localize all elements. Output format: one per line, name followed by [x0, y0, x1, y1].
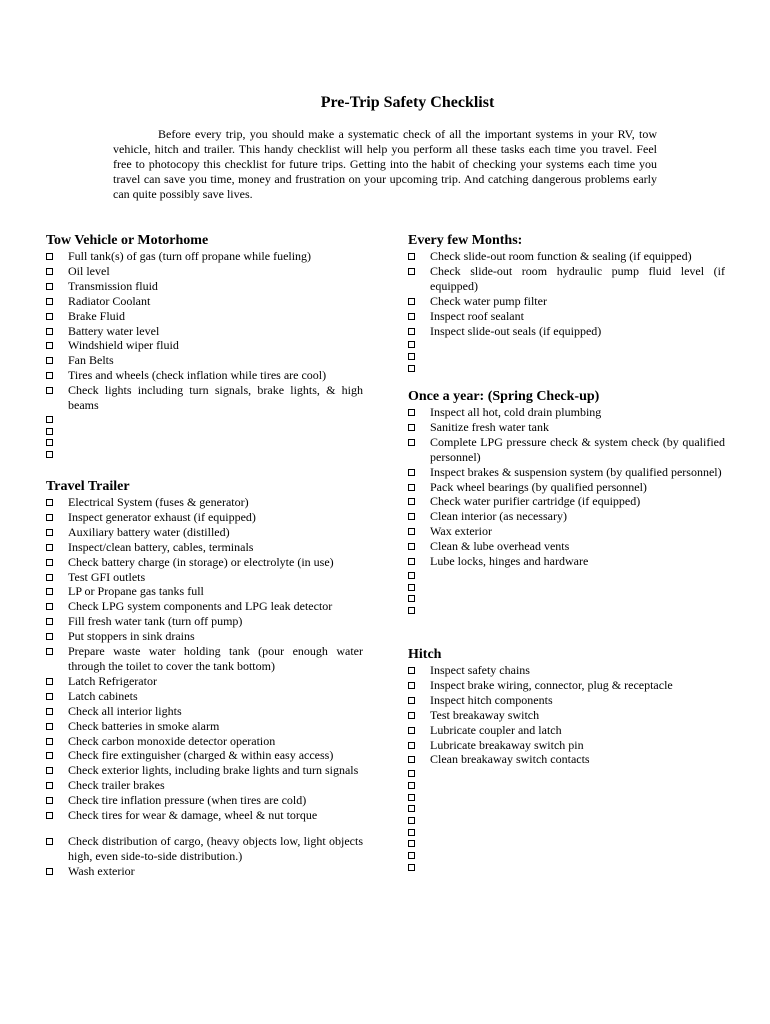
- checkbox-icon[interactable]: [408, 439, 415, 446]
- checklist-item-label: Fan Belts: [68, 353, 114, 368]
- checklist-item: [46, 368, 363, 383]
- checklist-item: [46, 834, 363, 864]
- checkbox-icon[interactable]: [408, 607, 415, 614]
- checklist-item: [46, 734, 363, 749]
- checklist-item-label: Check tire inflation pressure (when tires are cold): [68, 793, 307, 808]
- checklist-item: [46, 555, 363, 570]
- checklist-item: [408, 554, 725, 569]
- checkbox-icon[interactable]: [46, 342, 53, 349]
- checkbox-icon[interactable]: [408, 852, 415, 859]
- checklist-item: [46, 644, 363, 674]
- checklist-item-label: Wax exterior: [430, 524, 493, 539]
- checklist-item: [46, 763, 363, 778]
- blank-checklist-item: [46, 425, 363, 437]
- checklist-item: [408, 264, 725, 294]
- checklist-item-label: Check slide-out room hydraulic pump fluid level (if equipped): [430, 263, 725, 293]
- checkbox-icon[interactable]: [46, 283, 53, 290]
- checklist-item-label: Inspect safety chains: [430, 663, 530, 677]
- blank-checklist-item: [46, 413, 363, 425]
- travel-trailer-list: [46, 495, 363, 879]
- checklist-item-label: Auxiliary battery water (distilled): [68, 524, 230, 539]
- checkbox-icon[interactable]: [46, 428, 53, 435]
- checkbox-icon[interactable]: [408, 697, 415, 704]
- checklist-item: [408, 738, 725, 753]
- checkbox-icon[interactable]: [408, 682, 415, 689]
- checkbox-icon[interactable]: [46, 313, 53, 320]
- checkbox-icon[interactable]: [408, 829, 415, 836]
- blank-checklist-item: [408, 767, 725, 779]
- checkbox-icon[interactable]: [408, 864, 415, 871]
- checkbox-icon[interactable]: [408, 727, 415, 734]
- checklist-item: [408, 405, 725, 420]
- checklist-item-label: LP or Propane gas tanks full: [68, 584, 204, 599]
- checklist-item: [46, 540, 363, 555]
- checkbox-icon[interactable]: [46, 738, 53, 745]
- once-a-year-list: [408, 405, 725, 616]
- checklist-item: [46, 719, 363, 734]
- checklist-item: [46, 353, 363, 368]
- tow-vehicle-section: [46, 233, 363, 460]
- every-few-months-heading: Every few Months:: [408, 233, 523, 248]
- checklist-item-label: Inspect hitch components: [430, 692, 553, 707]
- checkbox-icon[interactable]: [46, 723, 53, 730]
- blank-checklist-item: [408, 802, 725, 814]
- blank-checklist-item: [408, 814, 725, 826]
- checklist-item-label: Fill fresh water tank (turn off pump): [68, 614, 243, 629]
- blank-checklist-item: [408, 338, 725, 350]
- checklist-item: [408, 693, 725, 708]
- checkbox-icon[interactable]: [408, 513, 415, 520]
- checklist-item: [46, 249, 363, 264]
- checklist-item: [408, 524, 725, 539]
- checklist-item-label: Inspect brake wiring, connector, plug & receptacle: [430, 677, 673, 692]
- checkbox-icon[interactable]: [408, 572, 415, 579]
- checklist-item-label: Oil level: [68, 263, 110, 278]
- blank-checklist-item: [408, 581, 725, 593]
- checklist-item-label: Windshield wiper fluid: [68, 338, 179, 353]
- checkbox-icon[interactable]: [408, 484, 415, 491]
- checkbox-icon[interactable]: [46, 451, 53, 458]
- checklist-item: [46, 570, 363, 585]
- blank-checklist-item: [408, 849, 725, 861]
- checkbox-icon[interactable]: [408, 365, 415, 372]
- every-few-months-section: [408, 233, 725, 374]
- checkbox-icon[interactable]: [46, 559, 53, 566]
- blank-checklist-item: [408, 604, 725, 616]
- once-a-year-heading: Once a year: (Spring Check-up): [408, 389, 600, 404]
- travel-trailer-section: [46, 479, 363, 879]
- checklist-item: [46, 704, 363, 719]
- checklist-item-label: Test GFI outlets: [68, 569, 146, 584]
- checklist-item: [408, 494, 725, 509]
- checkbox-icon[interactable]: [46, 439, 53, 446]
- checkbox-icon[interactable]: [408, 782, 415, 789]
- checkbox-icon[interactable]: [408, 268, 415, 275]
- checklist-item: [46, 689, 363, 704]
- checklist-item-label: Clean & lube overhead vents: [430, 539, 570, 554]
- checkbox-icon[interactable]: [46, 268, 53, 275]
- checklist-item: [46, 495, 363, 510]
- blank-checklist-item: [408, 861, 725, 873]
- checkbox-icon[interactable]: [46, 253, 53, 260]
- hitch-heading: Hitch: [408, 647, 442, 662]
- checklist-item-label: Latch Refrigerator: [68, 673, 157, 688]
- every-few-months-list: [408, 249, 725, 374]
- checkbox-icon[interactable]: [408, 353, 415, 360]
- checklist-item: [46, 383, 363, 413]
- checklist-item-label: Check battery charge (in storage) or electrolyte (in use): [68, 554, 334, 569]
- checklist-item: [46, 748, 363, 763]
- checkbox-icon[interactable]: [46, 387, 53, 394]
- checkbox-icon[interactable]: [408, 584, 415, 591]
- checkbox-icon[interactable]: [408, 313, 415, 320]
- checkbox-icon[interactable]: [46, 357, 53, 364]
- checklist-item-label: Electrical System (fuses & generator): [68, 495, 249, 509]
- blank-checklist-item: [408, 350, 725, 362]
- checklist-item-label: Clean interior (as necessary): [430, 509, 567, 524]
- checklist-item-label: Clean breakaway switch contacts: [430, 752, 590, 767]
- checklist-item-label: Transmission fluid: [68, 278, 158, 293]
- checklist-item-label: Tires and wheels (check inflation while tires are cool): [68, 368, 327, 383]
- checklist-item: [408, 420, 725, 435]
- checkbox-icon[interactable]: [46, 298, 53, 305]
- checklist-item: [408, 663, 725, 678]
- checklist-item: [408, 480, 725, 495]
- checklist-item: [46, 584, 363, 599]
- checklist-item-label: Check batteries in smoke alarm: [68, 718, 220, 733]
- checkbox-icon[interactable]: [46, 868, 53, 875]
- tow-vehicle-list: [46, 249, 363, 460]
- checklist-item-label: Inspect brakes & suspension system (by qualified personnel): [430, 464, 722, 479]
- checklist-item-label: Check trailer brakes: [68, 778, 165, 793]
- checklist-item-label: Battery water level: [68, 323, 160, 338]
- checkbox-icon[interactable]: [408, 794, 415, 801]
- checkbox-icon[interactable]: [46, 678, 53, 685]
- checklist-item: [46, 309, 363, 324]
- checklist-item: [46, 614, 363, 629]
- checkbox-icon[interactable]: [46, 693, 53, 700]
- checklist-item-label: Check distribution of cargo, (heavy objects low, light objects high, even side-to-side distribution.): [68, 833, 363, 863]
- hitch-list: [408, 663, 725, 873]
- checklist-item: [46, 264, 363, 279]
- checklist-item-label: Complete LPG pressure check & system check (by qualified personnel): [430, 434, 725, 464]
- checklist-item: [408, 309, 725, 324]
- blank-checklist-item: [408, 826, 725, 838]
- checkbox-icon[interactable]: [46, 499, 53, 506]
- checkbox-icon[interactable]: [408, 341, 415, 348]
- checklist-item: [408, 708, 725, 723]
- checkbox-icon[interactable]: [408, 756, 415, 763]
- checkbox-icon[interactable]: [46, 544, 53, 551]
- checkbox-icon[interactable]: [46, 782, 53, 789]
- intro-paragraph: Before every trip, you should make a systematic check of all the important systems in your RV, tow vehicle, hitch and trailer. This handy checklist will help you perform all these tasks each time you travel. Feel free to photocopy this checklist for future trips. Getting into the habit of checking your systems each time you travel can save you time, money and frustration on your upcoming trip. And catching dangerous problems early can quite possibly save lives.: [113, 127, 657, 201]
- blank-checklist-item: [46, 436, 363, 448]
- checkbox-icon[interactable]: [46, 328, 53, 335]
- checklist-item-label: Latch cabinets: [68, 688, 138, 703]
- checklist-item-label: Wash exterior: [68, 863, 135, 878]
- checklist-item-label: Lube locks, hinges and hardware: [430, 554, 589, 569]
- checklist-item: [46, 510, 363, 525]
- blank-checklist-item: [408, 779, 725, 791]
- checkbox-icon[interactable]: [46, 767, 53, 774]
- checklist-item-label: Check water purifier cartridge (if equipped): [430, 494, 641, 509]
- checklist-item: [46, 778, 363, 793]
- checkbox-icon[interactable]: [408, 840, 415, 847]
- checklist-item: [408, 678, 725, 693]
- checklist-item-label: Check all interior lights: [68, 703, 182, 718]
- checkbox-icon[interactable]: [408, 558, 415, 565]
- checklist-item: [46, 808, 363, 823]
- checklist-item: [408, 723, 725, 738]
- checklist-item-label: Check tires for wear & damage, wheel & nut torque: [68, 808, 318, 823]
- checklist-item-label: Prepare waste water holding tank (pour enough water through the toilet to cover the tank bottom): [68, 644, 363, 673]
- checkbox-icon[interactable]: [46, 633, 53, 640]
- checklist-item: [46, 599, 363, 614]
- blank-checklist-item: [408, 791, 725, 803]
- checkbox-icon[interactable]: [46, 648, 53, 655]
- checkbox-icon[interactable]: [46, 514, 53, 521]
- checklist-item: [408, 465, 725, 480]
- checklist-item-label: Sanitize fresh water tank: [430, 419, 549, 434]
- checkbox-icon[interactable]: [46, 574, 53, 581]
- checklist-item: [46, 864, 363, 879]
- checkbox-icon[interactable]: [408, 712, 415, 719]
- checklist-item: [46, 338, 363, 353]
- blank-checklist-item: [46, 448, 363, 460]
- checklist-item-label: Check lights including turn signals, brake lights, & high beams: [68, 383, 363, 413]
- checklist-item-label: Check slide-out room function & sealing (if equipped): [430, 249, 692, 263]
- checklist-item-label: Check exterior lights, including brake lights and turn signals: [68, 763, 359, 778]
- checkbox-icon[interactable]: [46, 618, 53, 625]
- checkbox-icon[interactable]: [46, 416, 53, 423]
- checklist-item: [408, 752, 725, 767]
- checklist-item-label: Put stoppers in sink drains: [68, 629, 195, 644]
- checklist-item-label: Full tank(s) of gas (turn off propane while fueling): [68, 249, 312, 263]
- checklist-item: [46, 674, 363, 689]
- blank-checklist-item: [408, 837, 725, 849]
- checklist-item-label: Inspect/clean battery, cables, terminals: [68, 539, 254, 554]
- checkbox-icon[interactable]: [408, 528, 415, 535]
- checkbox-icon[interactable]: [46, 838, 53, 845]
- checkbox-icon[interactable]: [408, 328, 415, 335]
- checklist-item: [408, 435, 725, 465]
- checklist-item-label: Radiator Coolant: [68, 293, 151, 308]
- checkbox-icon[interactable]: [408, 742, 415, 749]
- checkbox-icon[interactable]: [408, 253, 415, 260]
- checklist-item-label: Check water pump filter: [430, 293, 547, 308]
- blank-checklist-item: [408, 592, 725, 604]
- checklist-item-label: Check LPG system components and LPG leak detector: [68, 599, 333, 614]
- page-title: Pre-Trip Safety Checklist: [320, 94, 495, 111]
- checkbox-icon[interactable]: [408, 543, 415, 550]
- checkbox-icon[interactable]: [408, 770, 415, 777]
- checklist-item: [408, 249, 725, 264]
- checklist-item-label: Pack wheel bearings (by qualified personnel): [430, 479, 647, 494]
- checklist-item: [46, 324, 363, 339]
- checklist-item: [408, 509, 725, 524]
- checkbox-icon[interactable]: [408, 298, 415, 305]
- checklist-item-label: Brake Fluid: [68, 308, 125, 323]
- checkbox-icon[interactable]: [408, 424, 415, 431]
- checklist-item-label: Check carbon monoxide detector operation: [68, 733, 276, 748]
- checklist-item-label: Lubricate breakaway switch pin: [430, 737, 584, 752]
- checkbox-icon[interactable]: [46, 588, 53, 595]
- checkbox-icon[interactable]: [408, 667, 415, 674]
- checkbox-icon[interactable]: [408, 498, 415, 505]
- checklist-item: [408, 294, 725, 309]
- checkbox-icon[interactable]: [46, 603, 53, 610]
- checkbox-icon[interactable]: [46, 529, 53, 536]
- checklist-item: [46, 525, 363, 540]
- blank-checklist-item: [408, 362, 725, 374]
- checklist-item: [408, 539, 725, 554]
- checkbox-icon[interactable]: [46, 752, 53, 759]
- travel-trailer-heading: Travel Trailer: [46, 479, 130, 494]
- checkbox-icon[interactable]: [408, 469, 415, 476]
- checkbox-icon[interactable]: [408, 409, 415, 416]
- checkbox-icon[interactable]: [408, 595, 415, 602]
- checklist-item: [408, 324, 725, 339]
- checklist-item: [46, 294, 363, 309]
- tow-vehicle-heading: Tow Vehicle or Motorhome: [46, 233, 209, 248]
- checkbox-icon[interactable]: [46, 372, 53, 379]
- checklist-item-label: Check fire extinguisher (charged & within easy access): [68, 748, 334, 763]
- checklist-item: [46, 629, 363, 644]
- once-a-year-section: [408, 389, 725, 616]
- checkbox-icon[interactable]: [46, 797, 53, 804]
- hitch-section: [408, 647, 725, 873]
- checklist-item-label: Inspect all hot, cold drain plumbing: [430, 405, 602, 419]
- blank-checklist-item: [408, 569, 725, 581]
- checkbox-icon[interactable]: [46, 708, 53, 715]
- checklist-item-label: Test breakaway switch: [430, 707, 540, 722]
- checklist-item: [46, 279, 363, 294]
- checklist-item-label: Inspect roof sealant: [430, 308, 524, 323]
- checkbox-icon[interactable]: [408, 805, 415, 812]
- checkbox-icon[interactable]: [408, 817, 415, 824]
- checklist-item-label: Lubricate coupler and latch: [430, 722, 562, 737]
- checklist-item-label: Inspect slide-out seals (if equipped): [430, 323, 602, 338]
- checklist-item: [46, 793, 363, 808]
- checklist-item-label: Inspect generator exhaust (if equipped): [68, 509, 256, 524]
- checkbox-icon[interactable]: [46, 812, 53, 819]
